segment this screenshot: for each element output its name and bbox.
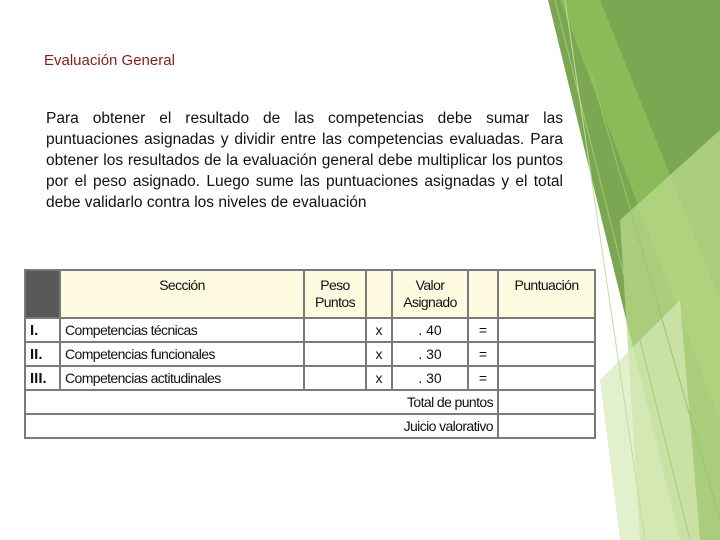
row-section: Competencias técnicas <box>60 318 304 342</box>
judgment-label: Juicio valorativo <box>25 414 498 438</box>
row-section: Competencias actitudinales <box>60 366 304 390</box>
total-label: Total de puntos <box>25 390 498 414</box>
table-header-row <box>25 270 595 318</box>
row-equals: = <box>468 318 498 342</box>
header-corner-cell <box>25 270 60 318</box>
header-puntuacion: Puntuación <box>498 270 595 318</box>
header-peso-puntos <box>304 270 366 318</box>
header-seccion: Sección <box>60 270 304 318</box>
row-peso-cell[interactable] <box>304 366 366 390</box>
table-row <box>25 318 595 342</box>
judgment-row <box>25 414 595 438</box>
total-score-cell[interactable] <box>498 390 595 414</box>
row-score-cell[interactable] <box>498 318 595 342</box>
row-peso-cell[interactable] <box>304 318 366 342</box>
row-equals: = <box>468 342 498 366</box>
row-value: . 30 <box>392 342 468 366</box>
row-value: . 30 <box>392 366 468 390</box>
row-peso-cell[interactable] <box>304 342 366 366</box>
header-valor-line2: Asignado <box>403 294 457 310</box>
row-operator: x <box>366 318 392 342</box>
row-equals: = <box>468 366 498 390</box>
judgment-value-cell[interactable] <box>498 414 595 438</box>
header-peso-line1: Peso <box>320 277 350 293</box>
slide-title: Evaluación General <box>44 52 175 69</box>
row-section: Competencias funcionales <box>60 342 304 366</box>
total-row <box>25 390 595 414</box>
header-blank-eq <box>468 270 498 318</box>
header-valor-asignado <box>392 270 468 318</box>
row-number: I. <box>25 318 60 342</box>
row-value: . 40 <box>392 318 468 342</box>
row-score-cell[interactable] <box>498 366 595 390</box>
row-number: II. <box>25 342 60 366</box>
row-number: III. <box>25 366 60 390</box>
table-row <box>25 342 595 366</box>
header-valor-line1: Valor <box>415 277 445 293</box>
header-peso-line2: Puntos <box>315 294 355 310</box>
header-blank-op <box>366 270 392 318</box>
row-operator: x <box>366 342 392 366</box>
row-score-cell[interactable] <box>498 342 595 366</box>
evaluation-table <box>24 269 596 439</box>
table-row <box>25 366 595 390</box>
instructions-paragraph: Para obtener el resultado de las competencias debe sumar las puntuaciones asignadas y dividir entre las competencias evaluadas. Para obtener los resultados de la evaluación general debe multiplicar los puntos por el peso asignado. Luego sume las puntuaciones asignadas y el total debe validarlo contra los niveles de evaluación <box>46 110 563 211</box>
row-operator: x <box>366 366 392 390</box>
